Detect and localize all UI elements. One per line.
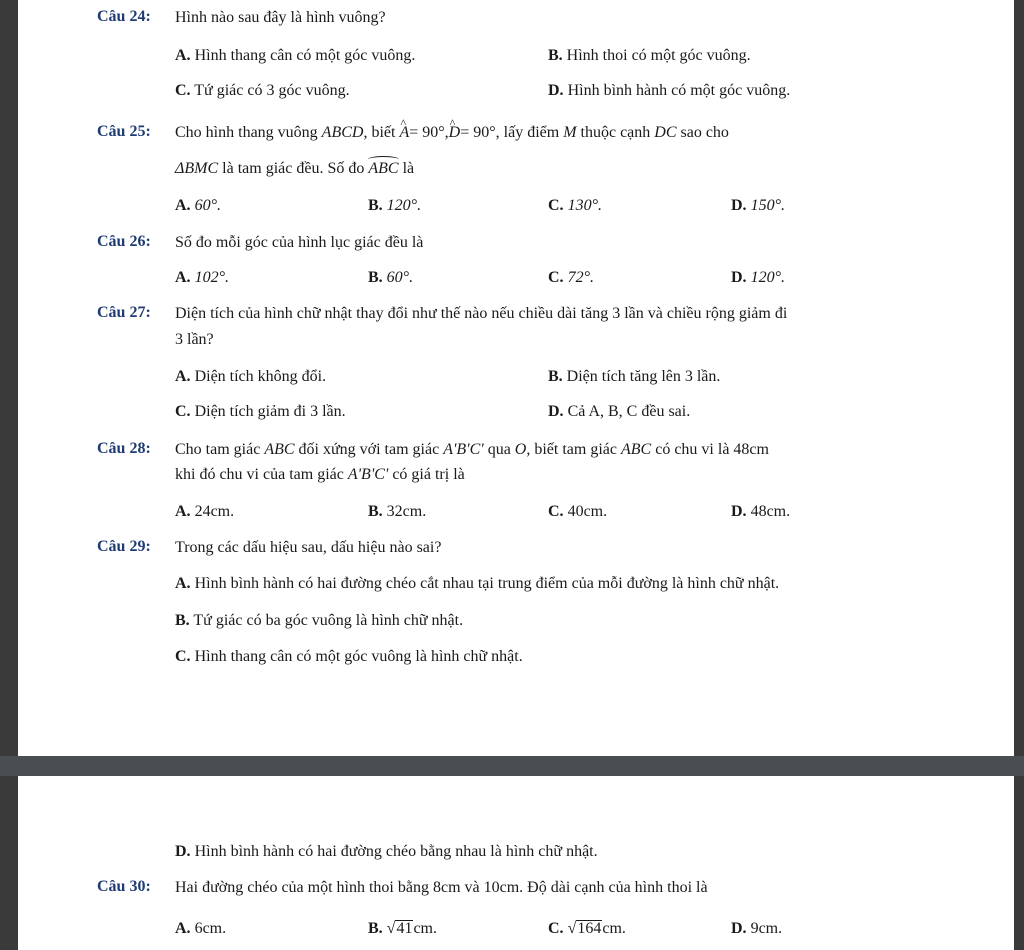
option-a: A. Hình thang cân có một góc vuông. <box>175 47 416 64</box>
document-page-2 <box>18 776 1014 950</box>
option-d: D. 9cm. <box>731 920 783 937</box>
option-d: D. 48cm. <box>731 503 791 520</box>
option-d: D. 120°. <box>731 269 785 286</box>
sqrt-symbol: √ <box>567 920 577 937</box>
option-a: A. 24cm. <box>175 503 235 520</box>
question-text-line2: ΔBMC là tam giác đều. Số đo ABC là <box>175 160 415 177</box>
option-c: C. 130°. <box>548 197 602 214</box>
option-c: C. 40cm. <box>548 503 608 520</box>
question-label: Câu 24: <box>97 8 151 25</box>
viewer-left-edge <box>0 0 18 950</box>
question-text: Hai đường chéo của một hình thoi bằng 8cm và 10cm. Độ dài cạnh của hình thoi là <box>175 879 708 896</box>
option-c: C. Hình thang cân có một góc vuông là hình chữ nhật. <box>175 648 523 665</box>
option-b: B. 120°. <box>368 197 422 214</box>
question-text: Diện tích của hình chữ nhật thay đổi như thế nào nếu chiều dài tăng 3 lần và chiều rộng giảm đi <box>175 305 788 322</box>
question-text: Số đo mỗi góc của hình lục giác đều là <box>175 234 424 251</box>
option-a: A. Hình bình hành có hai đường chéo cắt nhau tại trung điểm của mỗi đường là hình chữ nhật. <box>175 575 780 592</box>
question-text: Cho hình thang vuông ABCD, biết ^ A= 90°,^ D= 90°, lấy điểm M thuộc cạnh DC sao cho <box>175 123 729 143</box>
option-d: D. Cả A, B, C đều sai. <box>548 403 691 420</box>
option-a: A. 6cm. <box>175 920 227 937</box>
option-d: D. Hình bình hành có một góc vuông. <box>548 82 791 99</box>
viewer-right-edge <box>1014 0 1024 950</box>
option-a: A. 60°. <box>175 197 221 214</box>
question-text-line2: 3 lần? <box>175 331 214 348</box>
question-label: Câu 27: <box>97 304 151 321</box>
option-d: D. 150°. <box>731 197 785 214</box>
question-text: Hình nào sau đây là hình vuông? <box>175 9 386 26</box>
option-b: B. Diện tích tăng lên 3 lần. <box>548 368 721 385</box>
option-a: A. Diện tích không đổi. <box>175 368 327 385</box>
option-a: A. 102°. <box>175 269 229 286</box>
option-b: B. √41cm. <box>368 920 437 937</box>
sqrt-symbol: √ <box>386 920 396 937</box>
document-page-1 <box>18 0 1014 756</box>
option-b: B. 60°. <box>368 269 414 286</box>
option-b: B. 32cm. <box>368 503 427 520</box>
question-label: Câu 29: <box>97 538 151 555</box>
question-label: Câu 28: <box>97 440 151 457</box>
question-label: Câu 25: <box>97 123 151 140</box>
option-c: C. Diện tích giảm đi 3 lần. <box>175 403 346 420</box>
option-c: C. Tứ giác có 3 góc vuông. <box>175 82 350 99</box>
question-label: Câu 26: <box>97 233 151 250</box>
question-label: Câu 30: <box>97 878 151 895</box>
option-c: C. 72°. <box>548 269 594 286</box>
option-b: B. Tứ giác có ba góc vuông là hình chữ nhật. <box>175 612 464 629</box>
question-text: Cho tam giác ABC đối xứng với tam giác A'B'C' qua O, biết tam giác ABC có chu vi là 48cm <box>175 441 769 458</box>
option-d: D. Hình bình hành có hai đường chéo bằng nhau là hình chữ nhật. <box>175 843 598 860</box>
question-text: Trong các dấu hiệu sau, dấu hiệu nào sai? <box>175 539 442 556</box>
option-b: B. Hình thoi có một góc vuông. <box>548 47 751 64</box>
option-c: C. √164cm. <box>548 920 626 937</box>
page-separator <box>0 756 1024 776</box>
question-text-line2: khi đó chu vi của tam giác A'B'C' có giá trị là <box>175 466 465 483</box>
